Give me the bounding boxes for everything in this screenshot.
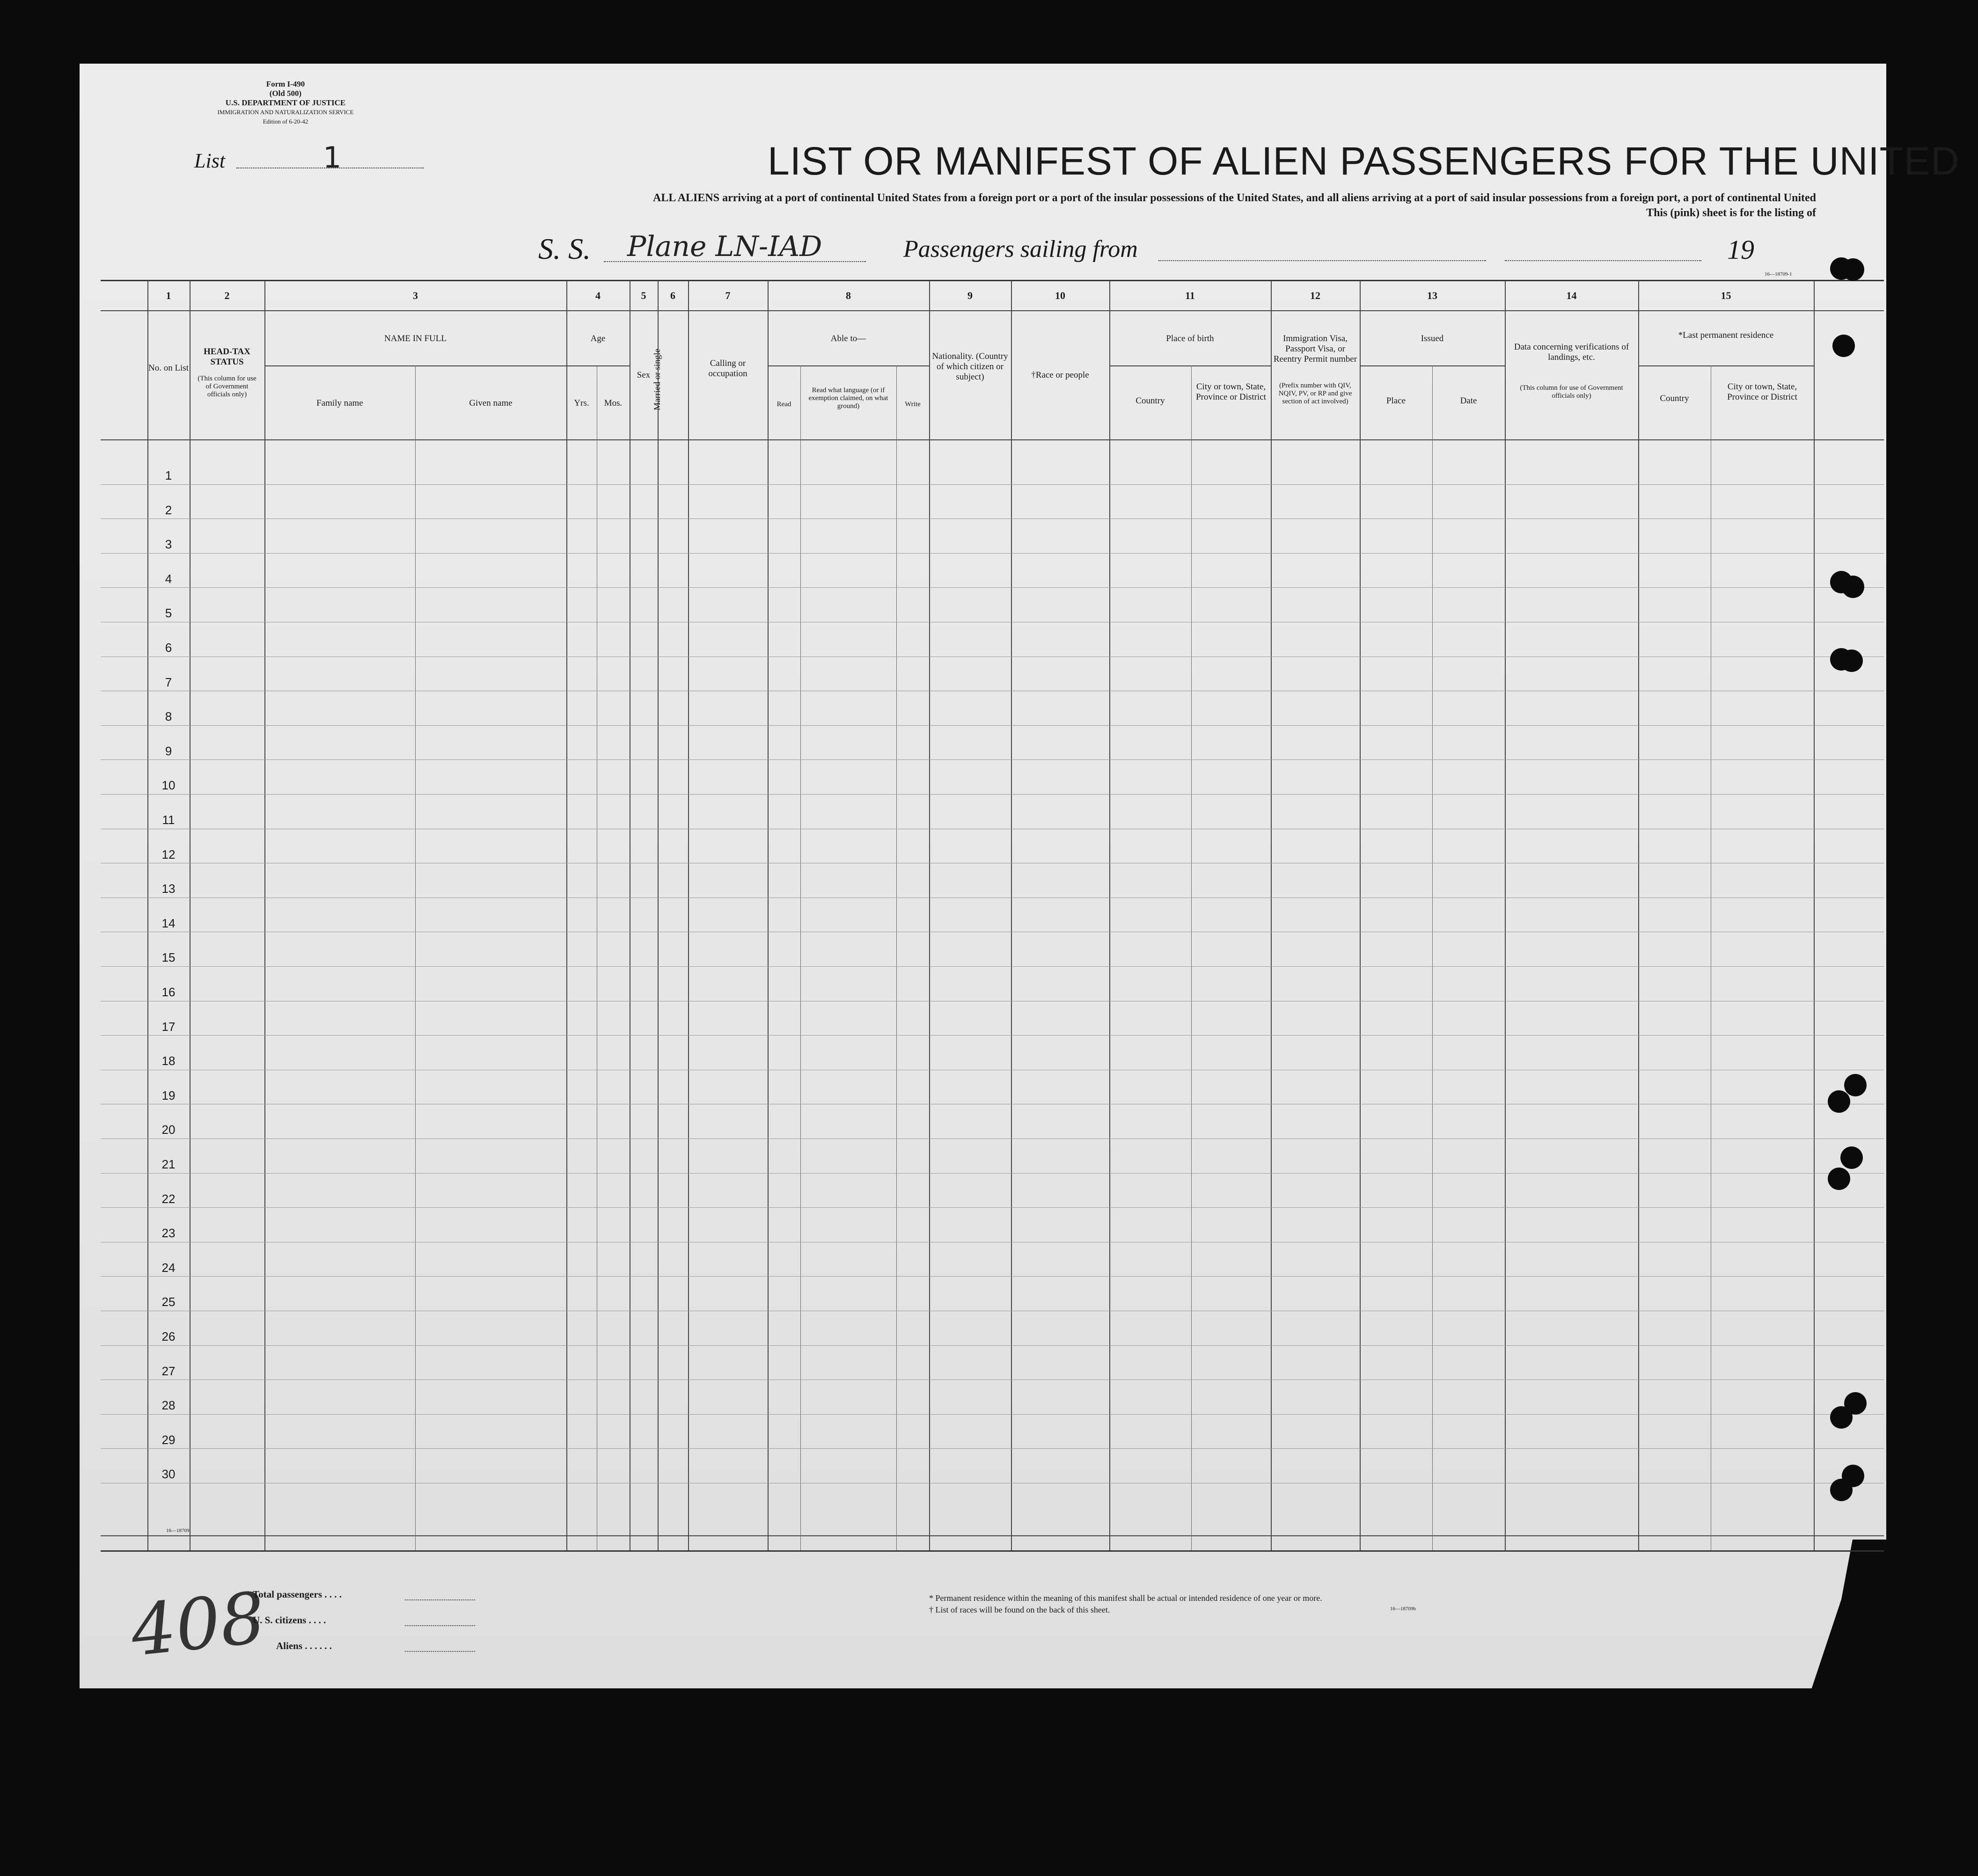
col-divider [1360, 281, 1361, 1550]
age-subheader-line [566, 365, 630, 366]
subtitle-line-1: ALL ALIENS arriving at a port of continental United States from a foreign port or a port of the insular possessions of the United States, and all aliens arriving at a port of said insular possessions from a foreign port, a port of continental United [653, 192, 1816, 204]
row-rule [101, 587, 1884, 588]
col-divider [264, 281, 265, 1550]
row-rule [101, 1173, 1884, 1174]
age-years-header: Yrs. [574, 398, 589, 408]
col-10-number: 10 [1055, 290, 1065, 301]
col-divider [1011, 281, 1012, 1550]
service-name: IMMIGRATION AND NATURALIZATION SERVICE [217, 109, 354, 116]
row-number: 24 [161, 1260, 176, 1275]
manifest-table [101, 280, 1884, 1552]
row-rule [101, 794, 1884, 795]
col-3-number: 3 [413, 290, 418, 301]
residence-subheader-line [1638, 365, 1814, 366]
issued-place-header: Place [1386, 396, 1406, 406]
row-number: 10 [161, 778, 176, 793]
row-number: 29 [161, 1432, 176, 1447]
row-number: 21 [161, 1157, 176, 1171]
col-divider [929, 281, 930, 1550]
row-number: 7 [165, 675, 172, 689]
row-number: 22 [161, 1191, 176, 1206]
row-rule [101, 725, 1884, 726]
col-divider [896, 365, 897, 1550]
row-rule [101, 1207, 1884, 1208]
punch-hole [1842, 576, 1864, 598]
col-8-number: 8 [846, 290, 851, 301]
sailing-label: Passengers sailing from [903, 236, 1138, 263]
birth-country-header: Country [1136, 396, 1165, 406]
sheet-number: 16—18709-1 [1765, 271, 1792, 277]
col-7-header: Calling or occupation [708, 358, 747, 379]
ship-line [604, 261, 866, 262]
col-13-header: Issued [1421, 334, 1444, 343]
row-number: 23 [161, 1226, 176, 1241]
col-14-number: 14 [1566, 290, 1577, 301]
col-11-number: 11 [1185, 290, 1195, 301]
total-passengers-label: Total passengers . . . . [253, 1589, 342, 1600]
row-number: 15 [161, 950, 176, 965]
list-label: List [194, 149, 226, 172]
list-value: 1 [323, 140, 342, 175]
col-12-header: Immigration Visa, Passport Visa, or Reentry Permit number [1273, 334, 1357, 364]
ss-label: S. S. [538, 232, 591, 265]
col-8-header: Able to— [830, 334, 866, 343]
col-divider [658, 281, 659, 1550]
row-number: 4 [165, 571, 172, 586]
col-14-note: (This column for use of Government officials only) [1520, 384, 1623, 400]
residence-city-header: City or town, State, Province or District [1727, 382, 1797, 402]
sailing-date-line [1505, 260, 1701, 261]
col-divider [1505, 281, 1506, 1550]
year-prefix: 19 [1727, 234, 1754, 265]
handwritten-number: 408 [127, 1577, 269, 1672]
row-rule [101, 1345, 1884, 1346]
punch-hole [1844, 1074, 1867, 1096]
us-citizens-line [405, 1625, 475, 1626]
residence-country-header: Country [1660, 394, 1689, 403]
row-number: 8 [165, 709, 172, 724]
col-11-header: Place of birth [1166, 334, 1214, 343]
row-number: 13 [161, 882, 176, 896]
row-rule [101, 1035, 1884, 1036]
col-3-header: NAME IN FULL [384, 334, 447, 343]
col-15-number: 15 [1721, 290, 1731, 301]
page-title: LIST OR MANIFEST OF ALIEN PASSENGERS FOR THE UNITED [768, 139, 1960, 183]
row-number: 12 [161, 847, 176, 861]
form-identification [187, 80, 384, 126]
read-language-header: Read what language (or if exemption claimed, on what ground) [808, 387, 888, 410]
row-rule [101, 759, 1884, 760]
col-divider [566, 281, 567, 1550]
col-2-note: (This column for use of Government officials only) [198, 375, 256, 398]
col-divider [800, 365, 801, 1550]
edition-date: Edition of 6-20-42 [263, 118, 308, 125]
total-passengers-line [405, 1599, 475, 1600]
row-number: 14 [161, 916, 176, 930]
row-rule [101, 966, 1884, 967]
punch-hole [1830, 1479, 1853, 1501]
col-divider [1432, 365, 1433, 1550]
col-6-number: 6 [670, 290, 675, 301]
col-divider [688, 281, 689, 1550]
punch-hole [1828, 1090, 1850, 1113]
row-number: 9 [165, 744, 172, 758]
row-number: 30 [161, 1467, 176, 1482]
col-15-header: *Last permanent residence [1678, 330, 1774, 340]
row-number: 2 [165, 503, 172, 517]
row-number: 3 [165, 537, 172, 552]
col-12-note: (Prefix number with QIV, NQIV, PV, or RP and give section of act involved) [1278, 382, 1352, 405]
row-number: 11 [162, 813, 175, 827]
form-number: Form I-490 [266, 80, 305, 88]
col-7-number: 7 [725, 290, 731, 301]
col-9-number: 9 [967, 290, 973, 301]
row-number: 19 [161, 1088, 176, 1102]
punch-hole [1832, 335, 1855, 357]
col-12-number: 12 [1310, 290, 1320, 301]
row-number: 28 [161, 1398, 176, 1413]
col-4-number: 4 [595, 290, 601, 301]
header-bottom-divider [101, 439, 1884, 440]
row-number: 25 [161, 1295, 176, 1309]
row-rule [101, 1448, 1884, 1449]
subtitle-line-2: This (pink) sheet is for the listing of [1646, 207, 1816, 219]
col-14-header: Data concerning verifications of landings, etc. [1514, 342, 1629, 362]
age-months-header: Mos. [604, 398, 623, 408]
sailing-port-line [1158, 260, 1486, 261]
row-number: 16 [161, 985, 176, 999]
ship-name: Plane LN-IAD [627, 230, 822, 263]
col-10-header: †Race or people [1031, 370, 1089, 380]
row-number: 1 [165, 468, 172, 482]
row-number: 20 [161, 1123, 176, 1137]
col-1-header: No. on List [148, 363, 189, 373]
aliens-label: Aliens . . . . . . [276, 1640, 332, 1651]
punch-hole [1840, 1146, 1863, 1169]
row-rule [101, 484, 1884, 485]
row-rule [101, 1276, 1884, 1277]
col-divider [1814, 281, 1815, 1550]
table-form-number: 16—18709 [166, 1528, 190, 1533]
us-citizens-label: U. S. citizens . . . . [253, 1614, 326, 1626]
footnote-races: † List of races will be found on the back of this sheet. [929, 1605, 1110, 1614]
col-5-number: 5 [641, 290, 646, 301]
row-number: 18 [161, 1054, 176, 1068]
given-name-header: Given name [469, 398, 513, 408]
header-number-divider [101, 310, 1884, 311]
able-subheader-line [768, 365, 929, 366]
issued-date-header: Date [1460, 396, 1477, 406]
col-13-number: 13 [1427, 290, 1437, 301]
birth-city-header: City or town, State, Province or District [1196, 382, 1266, 402]
col-9-header: Nationality. (Country of which citizen or subject) [932, 351, 1008, 382]
col-divider [1638, 281, 1639, 1550]
row-rule [101, 518, 1884, 519]
write-header: Write [905, 401, 921, 408]
punch-hole [1842, 258, 1864, 281]
row-number: 17 [161, 1019, 176, 1034]
aliens-line [405, 1651, 475, 1652]
col-2-header: HEAD-TAX STATUS [204, 347, 250, 367]
row-rule [101, 553, 1884, 554]
old-form-number: (Old 500) [269, 89, 302, 98]
col-divider [1271, 281, 1272, 1550]
col-1-number: 1 [166, 290, 171, 301]
col-2-number: 2 [224, 290, 230, 301]
row-rule [101, 1414, 1884, 1415]
footnote-form-number: 16—18709b [1390, 1606, 1416, 1612]
birth-subheader-line [1109, 365, 1271, 366]
row-number: 6 [165, 641, 172, 655]
footnote-permanent-residence: * Permanent residence within the meaning of this manifest shall be actual or intended residence of one year or more. [929, 1593, 1322, 1603]
col-5-header: Sex [637, 370, 651, 380]
read-header: Read [777, 401, 791, 408]
col-6-header: Married or single [652, 349, 662, 410]
table-footer-divider [101, 1535, 1884, 1536]
row-number: 5 [165, 606, 172, 620]
row-number: 26 [161, 1329, 176, 1343]
department-name: U.S. DEPARTMENT OF JUSTICE [225, 98, 346, 107]
col-divider [1191, 365, 1192, 1550]
punch-hole [1828, 1168, 1850, 1190]
col-divider [768, 281, 769, 1550]
col-divider [1109, 281, 1110, 1550]
punch-hole [1840, 650, 1863, 672]
row-number: 27 [161, 1364, 176, 1378]
col-divider [415, 365, 416, 1550]
family-name-header: Family name [316, 398, 363, 408]
col-4-header: Age [590, 334, 606, 343]
punch-hole [1830, 1406, 1853, 1429]
